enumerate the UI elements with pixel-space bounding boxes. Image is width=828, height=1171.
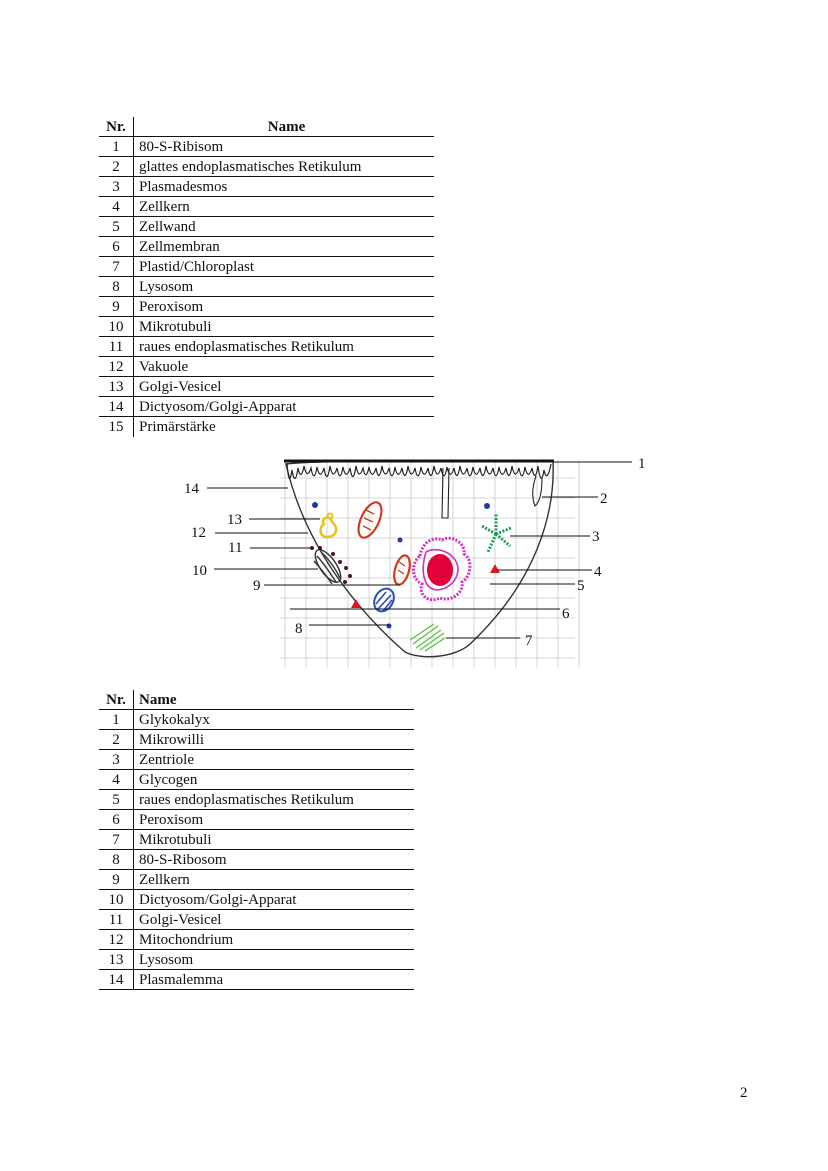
table-row [99, 337, 434, 357]
glycogen-granule [351, 599, 361, 608]
row-number: 12 [99, 930, 134, 950]
peroxisome [370, 585, 398, 615]
row-number: 13 [99, 377, 134, 397]
animal-cell-diagram [170, 448, 660, 670]
row-number: 14 [99, 397, 134, 417]
row-number: 11 [99, 910, 134, 930]
table-row [99, 217, 434, 237]
column-header-nr: Nr. [99, 117, 134, 137]
column-header-name: Name [134, 117, 435, 137]
table-row [99, 257, 434, 277]
row-number: 1 [99, 137, 134, 157]
row-number: 2 [99, 730, 134, 750]
diagram-label: 6 [562, 606, 570, 622]
ribosome-dot [484, 503, 490, 509]
organelle-name: Primärstärke [139, 419, 216, 435]
organelle-name: Mikrowilli [134, 730, 415, 750]
organelle-name: Plasmadesmos [134, 177, 435, 197]
row-number: 1 [99, 710, 134, 730]
table-row [99, 237, 434, 257]
table-row [99, 850, 414, 870]
diagram-label: 10 [192, 563, 207, 579]
nucleus [414, 538, 470, 600]
row-number: 10 [99, 890, 134, 910]
table-row [99, 137, 434, 157]
table-header-row [99, 117, 434, 137]
organelle-name: Zentriole [134, 750, 415, 770]
table-row [99, 397, 434, 417]
organelle-name: Peroxisom [134, 810, 415, 830]
table-body [99, 137, 434, 437]
table-row [99, 317, 434, 337]
organelle-name: Dictyosom/Golgi-Apparat [134, 397, 435, 417]
golgi-vesicle [321, 514, 337, 538]
organelle-name: glattes endoplasmatisches Retikulum [134, 157, 435, 177]
organelle-name: Zellkern [134, 870, 415, 890]
microvillus-long [442, 468, 449, 518]
table-row [99, 197, 434, 217]
diagram-label: 1 [638, 456, 646, 472]
table-row [99, 930, 414, 950]
organelle-name: 80-S-Ribosom [134, 850, 415, 870]
row-number: 15 [99, 417, 134, 437]
organelle-name: 80-S-Ribisom [134, 137, 435, 157]
row-number: 7 [99, 830, 134, 850]
diagram-label: 8 [295, 621, 303, 637]
mitochondrion-lower [391, 554, 412, 587]
table-row [99, 417, 434, 437]
ribosome-dot [398, 538, 403, 543]
organelle-name: Vakuole [134, 357, 435, 377]
row-number: 6 [99, 810, 134, 830]
table-row [99, 810, 414, 830]
row-number: 8 [99, 850, 134, 870]
table-row [99, 970, 414, 990]
organelle-name: Golgi-Vesicel [134, 910, 415, 930]
plasmalemma-outline [286, 461, 553, 657]
table-row [99, 377, 434, 397]
plant-cell-organelle-table [99, 117, 434, 437]
row-number: 12 [99, 357, 134, 377]
table-row [99, 730, 414, 750]
diagram-label: 14 [184, 481, 199, 497]
table-row [99, 177, 434, 197]
table-row [99, 357, 434, 377]
table-row [99, 890, 414, 910]
row-number: 4 [99, 770, 134, 790]
organelle-name: Mikrotubuli [134, 317, 435, 337]
ribosome-dot [387, 624, 392, 629]
organelle-name: Mikrotubuli [134, 830, 415, 850]
row-number: 6 [99, 237, 134, 257]
table-row [99, 297, 434, 317]
table-row [99, 710, 414, 730]
diagram-label: 3 [592, 529, 600, 545]
table-row [99, 770, 414, 790]
microtubuli [410, 624, 445, 651]
row-number: 3 [99, 177, 134, 197]
table-row [99, 750, 414, 770]
organelle-name: Zellkern [134, 197, 435, 217]
organelle-name: raues endoplasmatisches Retikulum [134, 790, 415, 810]
organelle-name: raues endoplasmatisches Retikulum [134, 337, 435, 357]
mitochondrion-upper [354, 499, 386, 541]
table-row [99, 157, 434, 177]
row-number: 11 [99, 337, 134, 357]
diagram-label: 9 [253, 578, 261, 594]
dictyosome [311, 546, 346, 586]
glycogen-granule [490, 564, 500, 573]
row-number: 5 [99, 217, 134, 237]
organelle-name: Lysosom [134, 950, 415, 970]
row-number: 9 [99, 870, 134, 890]
row-number: 4 [99, 197, 134, 217]
organelle-name: Plasmalemma [134, 970, 415, 990]
row-number: 8 [99, 277, 134, 297]
diagram-label: 7 [525, 633, 533, 649]
table-row [99, 830, 414, 850]
table-row [99, 790, 414, 810]
row-number: 10 [99, 317, 134, 337]
diagram-label: 12 [191, 525, 206, 541]
organelle-name: Golgi-Vesicel [134, 377, 435, 397]
diagram-label: 11 [228, 540, 243, 556]
diagram-label: 13 [227, 512, 242, 528]
diagram-labels [184, 456, 646, 649]
row-number: 3 [99, 750, 134, 770]
organelle-name: Dictyosom/Golgi-Apparat [134, 890, 415, 910]
table-header-row [99, 690, 414, 710]
row-number: 7 [99, 257, 134, 277]
organelle-name: Lysosom [134, 277, 435, 297]
diagram-label: 5 [577, 578, 585, 594]
row-number: 9 [99, 297, 134, 317]
column-header-nr: Nr. [99, 690, 134, 710]
page-number: 2 [740, 1085, 748, 1101]
table-body [99, 710, 414, 990]
organelle-name: Mitochondrium [134, 930, 415, 950]
organelle-name: Zellmembran [134, 237, 435, 257]
table-row [99, 910, 414, 930]
organelle-name: Peroxisom [134, 297, 435, 317]
row-number: 5 [99, 790, 134, 810]
diagram-label: 2 [600, 491, 608, 507]
row-number: 13 [99, 950, 134, 970]
row-number: 14 [99, 970, 134, 990]
diagram-label: 4 [594, 564, 602, 580]
column-header-name: Name [134, 690, 415, 710]
organelle-name: Zellwand [134, 217, 435, 237]
organelle-name: Glykokalyx [134, 710, 415, 730]
animal-cell-organelle-table [99, 690, 414, 990]
centriole [482, 514, 511, 552]
ribosome-dot [312, 502, 318, 508]
table-row [99, 950, 414, 970]
row-number: 2 [99, 157, 134, 177]
organelle-name: Glycogen [134, 770, 415, 790]
table-row [99, 870, 414, 890]
table-row [99, 277, 434, 297]
organelle-name: Plastid/Chloroplast [134, 257, 435, 277]
